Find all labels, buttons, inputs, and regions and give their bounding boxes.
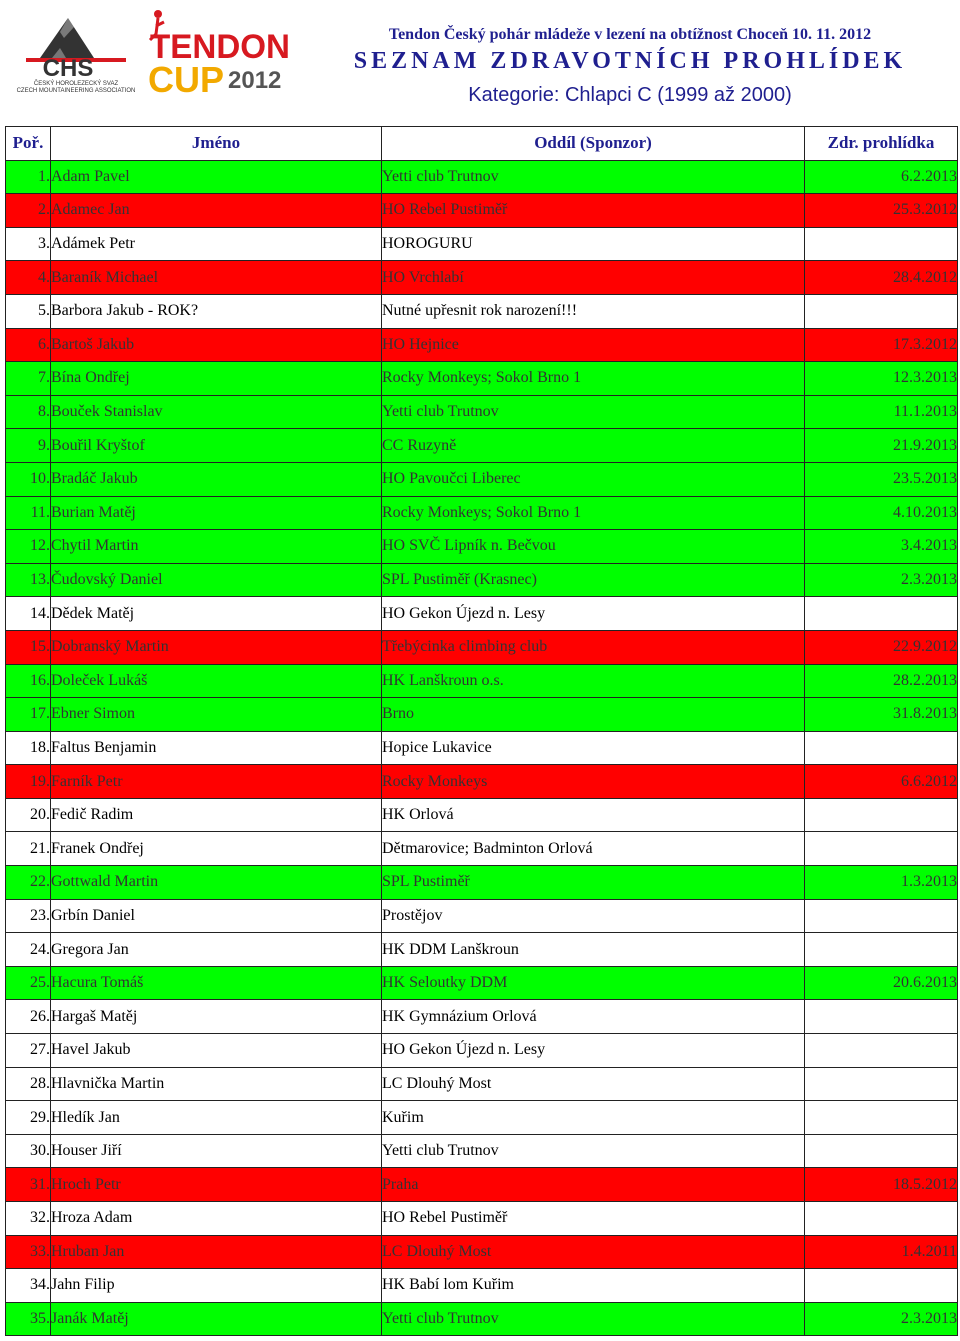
row-rank: 7. xyxy=(6,362,51,396)
row-rank: 13. xyxy=(6,563,51,597)
row-name: Faltus Benjamin xyxy=(51,731,382,765)
row-medical-date: 11.1.2013 xyxy=(805,395,958,429)
column-header-medical-check: Zdr. prohlídka xyxy=(805,127,958,161)
row-club: LC Dlouhý Most xyxy=(382,1067,805,1101)
chs-logo-text: CHS xyxy=(42,55,94,82)
row-name: Bouřil Kryštof xyxy=(51,429,382,463)
category-label: Kategorie: Chlapci C (1999 až 2000) xyxy=(468,84,792,106)
row-club: Nutné upřesnit rok narození!!! xyxy=(382,294,805,328)
table-header-row xyxy=(6,127,958,161)
medical-check-table xyxy=(5,126,958,1336)
row-medical-date: 4.10.2013 xyxy=(805,496,958,530)
row-medical-date: 20.6.2013 xyxy=(805,966,958,1000)
row-name: Franek Ondřej xyxy=(51,832,382,866)
row-rank: 20. xyxy=(6,798,51,832)
row-club: HK Babí lom Kuřim xyxy=(382,1269,805,1303)
row-club: HK Lanškroun o.s. xyxy=(382,664,805,698)
row-medical-date xyxy=(805,899,958,933)
row-club: Prostějov xyxy=(382,899,805,933)
row-medical-date: 23.5.2013 xyxy=(805,462,958,496)
chs-logo-line2: CZECH MOUNTAINEERING ASSOCIATION xyxy=(16,88,136,94)
row-name: Barbora Jakub - ROK? xyxy=(51,294,382,328)
row-name: Dobranský Martin xyxy=(51,630,382,664)
table-row xyxy=(6,227,958,261)
row-rank: 35. xyxy=(6,1302,51,1336)
row-club: HO SVČ Lipník n. Bečvou xyxy=(382,530,805,564)
row-club: HK DDM Lanškroun xyxy=(382,933,805,967)
row-name: Ebner Simon xyxy=(51,698,382,732)
row-medical-date xyxy=(805,1134,958,1168)
table-row xyxy=(6,261,958,295)
row-club: Dětmarovice; Badminton Orlová xyxy=(382,832,805,866)
row-rank: 24. xyxy=(6,933,51,967)
row-club: HK Gymnázium Orlová xyxy=(382,1000,805,1034)
table-row xyxy=(6,1269,958,1303)
row-club: HOROGURU xyxy=(382,227,805,261)
row-rank: 29. xyxy=(6,1101,51,1135)
table-row xyxy=(6,1302,958,1336)
row-rank: 17. xyxy=(6,698,51,732)
row-medical-date xyxy=(805,798,958,832)
row-rank: 28. xyxy=(6,1067,51,1101)
row-medical-date xyxy=(805,731,958,765)
row-name: Doleček Lukáš xyxy=(51,664,382,698)
row-club: HO Pavoučci Liberec xyxy=(382,462,805,496)
row-medical-date xyxy=(805,933,958,967)
row-medical-date: 17.3.2012 xyxy=(805,328,958,362)
table-row xyxy=(6,496,958,530)
table-row xyxy=(6,1134,958,1168)
row-rank: 10. xyxy=(6,462,51,496)
row-rank: 3. xyxy=(6,227,51,261)
row-name: Gregora Jan xyxy=(51,933,382,967)
table-row xyxy=(6,866,958,900)
cup-logo-year: 2012 xyxy=(228,67,282,94)
table-row xyxy=(6,798,958,832)
row-rank: 18. xyxy=(6,731,51,765)
row-rank: 1. xyxy=(6,160,51,194)
table-row xyxy=(6,966,958,1000)
row-club: Kuřim xyxy=(382,1101,805,1135)
row-name: Jahn Filip xyxy=(51,1269,382,1303)
document-title: SEZNAM ZDRAVOTNÍCH PROHLÍDEK xyxy=(353,48,907,74)
row-rank: 2. xyxy=(6,194,51,228)
column-header-name: Jméno xyxy=(51,127,382,161)
row-rank: 27. xyxy=(6,1034,51,1068)
row-medical-date: 2.3.2013 xyxy=(805,1302,958,1336)
row-club: HO Hejnice xyxy=(382,328,805,362)
row-medical-date xyxy=(805,1269,958,1303)
table-row xyxy=(6,630,958,664)
row-rank: 23. xyxy=(6,899,51,933)
table-row xyxy=(6,698,958,732)
row-club: Hopice Lukavice xyxy=(382,731,805,765)
row-rank: 15. xyxy=(6,630,51,664)
table-row xyxy=(6,765,958,799)
row-name: Hacura Tomáš xyxy=(51,966,382,1000)
row-medical-date xyxy=(805,1202,958,1236)
row-name: Bouček Stanislav xyxy=(51,395,382,429)
row-club: Praha xyxy=(382,1168,805,1202)
row-rank: 16. xyxy=(6,664,51,698)
row-rank: 34. xyxy=(6,1269,51,1303)
row-name: Fedič Radim xyxy=(51,798,382,832)
table-row xyxy=(6,933,958,967)
row-club: Yetti club Trutnov xyxy=(382,1302,805,1336)
tendon-cup-logo xyxy=(146,4,296,96)
row-medical-date: 31.8.2013 xyxy=(805,698,958,732)
row-club: Rocky Monkeys xyxy=(382,765,805,799)
chs-logo xyxy=(6,10,146,95)
row-rank: 11. xyxy=(6,496,51,530)
row-medical-date xyxy=(805,832,958,866)
table-row xyxy=(6,362,958,396)
table-row xyxy=(6,194,958,228)
row-club: SPL Pustiměř (Krasnec) xyxy=(382,563,805,597)
table-row xyxy=(6,395,958,429)
row-rank: 4. xyxy=(6,261,51,295)
row-medical-date xyxy=(805,294,958,328)
row-name: Burian Matěj xyxy=(51,496,382,530)
row-medical-date: 3.4.2013 xyxy=(805,530,958,564)
table-row xyxy=(6,664,958,698)
row-club: Rocky Monkeys; Sokol Brno 1 xyxy=(382,362,805,396)
row-club: HO Rebel Pustiměř xyxy=(382,194,805,228)
row-rank: 31. xyxy=(6,1168,51,1202)
row-medical-date: 1.3.2013 xyxy=(805,866,958,900)
row-club: HO Gekon Újezd n. Lesy xyxy=(382,597,805,631)
row-name: Bína Ondřej xyxy=(51,362,382,396)
row-name: Janák Matěj xyxy=(51,1302,382,1336)
table-row xyxy=(6,899,958,933)
cup-logo-text: CUP xyxy=(148,59,225,96)
row-rank: 21. xyxy=(6,832,51,866)
row-club: Třebýcinka climbing club xyxy=(382,630,805,664)
tendon-logo-text: TENDON xyxy=(150,28,290,66)
table-row xyxy=(6,1168,958,1202)
row-medical-date: 25.3.2012 xyxy=(805,194,958,228)
row-medical-date: 21.9.2013 xyxy=(805,429,958,463)
row-club: HO Rebel Pustiměř xyxy=(382,1202,805,1236)
row-rank: 22. xyxy=(6,866,51,900)
row-name: Houser Jiří xyxy=(51,1134,382,1168)
row-name: Hroch Petr xyxy=(51,1168,382,1202)
row-name: Dědek Matěj xyxy=(51,597,382,631)
row-name: Havel Jakub xyxy=(51,1034,382,1068)
row-medical-date xyxy=(805,1101,958,1135)
row-medical-date: 28.2.2013 xyxy=(805,664,958,698)
table-row xyxy=(6,1000,958,1034)
row-rank: 33. xyxy=(6,1235,51,1269)
row-name: Bartoš Jakub xyxy=(51,328,382,362)
row-name: Hlavnička Martin xyxy=(51,1067,382,1101)
row-medical-date: 1.4.2011 xyxy=(805,1235,958,1269)
row-rank: 5. xyxy=(6,294,51,328)
row-name: Gottwald Martin xyxy=(51,866,382,900)
row-rank: 32. xyxy=(6,1202,51,1236)
table-row xyxy=(6,1034,958,1068)
table-row xyxy=(6,1101,958,1135)
row-club: Yetti club Trutnov xyxy=(382,160,805,194)
row-medical-date xyxy=(805,1034,958,1068)
row-medical-date: 6.6.2012 xyxy=(805,765,958,799)
row-name: Baraník Michael xyxy=(51,261,382,295)
table-row xyxy=(6,429,958,463)
row-club: CC Ruzyně xyxy=(382,429,805,463)
row-medical-date: 2.3.2013 xyxy=(805,563,958,597)
row-club: Yetti club Trutnov xyxy=(382,395,805,429)
row-name: Adam Pavel xyxy=(51,160,382,194)
row-rank: 19. xyxy=(6,765,51,799)
row-medical-date xyxy=(805,1067,958,1101)
row-club: Rocky Monkeys; Sokol Brno 1 xyxy=(382,496,805,530)
table-row xyxy=(6,563,958,597)
row-club: Brno xyxy=(382,698,805,732)
row-medical-date xyxy=(805,227,958,261)
row-club: HO Vrchlabí xyxy=(382,261,805,295)
row-name: Adamec Jan xyxy=(51,194,382,228)
table-row xyxy=(6,294,958,328)
table-row xyxy=(6,731,958,765)
row-name: Chytil Martin xyxy=(51,530,382,564)
document-header xyxy=(0,0,960,122)
row-rank: 26. xyxy=(6,1000,51,1034)
row-name: Hargaš Matěj xyxy=(51,1000,382,1034)
row-medical-date: 22.9.2012 xyxy=(805,630,958,664)
table-row xyxy=(6,1235,958,1269)
row-medical-date xyxy=(805,1000,958,1034)
row-club: HK Seloutky DDM xyxy=(382,966,805,1000)
row-name: Grbín Daniel xyxy=(51,899,382,933)
row-rank: 12. xyxy=(6,530,51,564)
table-row xyxy=(6,530,958,564)
row-medical-date xyxy=(805,597,958,631)
row-club: LC Dlouhý Most xyxy=(382,1235,805,1269)
column-header-rank: Poř. xyxy=(6,127,51,161)
row-club: HO Gekon Újezd n. Lesy xyxy=(382,1034,805,1068)
table-row xyxy=(6,597,958,631)
table-row xyxy=(6,1202,958,1236)
table-row xyxy=(6,1067,958,1101)
column-header-club: Oddíl (Sponzor) xyxy=(382,127,805,161)
table-row xyxy=(6,160,958,194)
table-row xyxy=(6,328,958,362)
row-rank: 14. xyxy=(6,597,51,631)
row-medical-date: 28.4.2012 xyxy=(805,261,958,295)
row-name: Farník Petr xyxy=(51,765,382,799)
row-medical-date: 18.5.2012 xyxy=(805,1168,958,1202)
row-rank: 6. xyxy=(6,328,51,362)
row-name: Hroza Adam xyxy=(51,1202,382,1236)
row-rank: 9. xyxy=(6,429,51,463)
row-club: Yetti club Trutnov xyxy=(382,1134,805,1168)
row-medical-date: 12.3.2013 xyxy=(805,362,958,396)
row-medical-date: 6.2.2013 xyxy=(805,160,958,194)
event-title: Tendon Český pohár mládeže v lezení na obtížnost Choceň 10. 11. 2012 xyxy=(388,26,872,43)
row-rank: 25. xyxy=(6,966,51,1000)
row-name: Čudovský Daniel xyxy=(51,563,382,597)
row-rank: 30. xyxy=(6,1134,51,1168)
row-name: Hruban Jan xyxy=(51,1235,382,1269)
table-row xyxy=(6,462,958,496)
row-club: SPL Pustiměř xyxy=(382,866,805,900)
row-name: Hledík Jan xyxy=(51,1101,382,1135)
row-name: Adámek Petr xyxy=(51,227,382,261)
row-club: HK Orlová xyxy=(382,798,805,832)
row-rank: 8. xyxy=(6,395,51,429)
chs-logo-line1: ČESKÝ HOROLEZECKÝ SVAZ xyxy=(33,81,119,87)
row-name: Bradáč Jakub xyxy=(51,462,382,496)
table-row xyxy=(6,832,958,866)
